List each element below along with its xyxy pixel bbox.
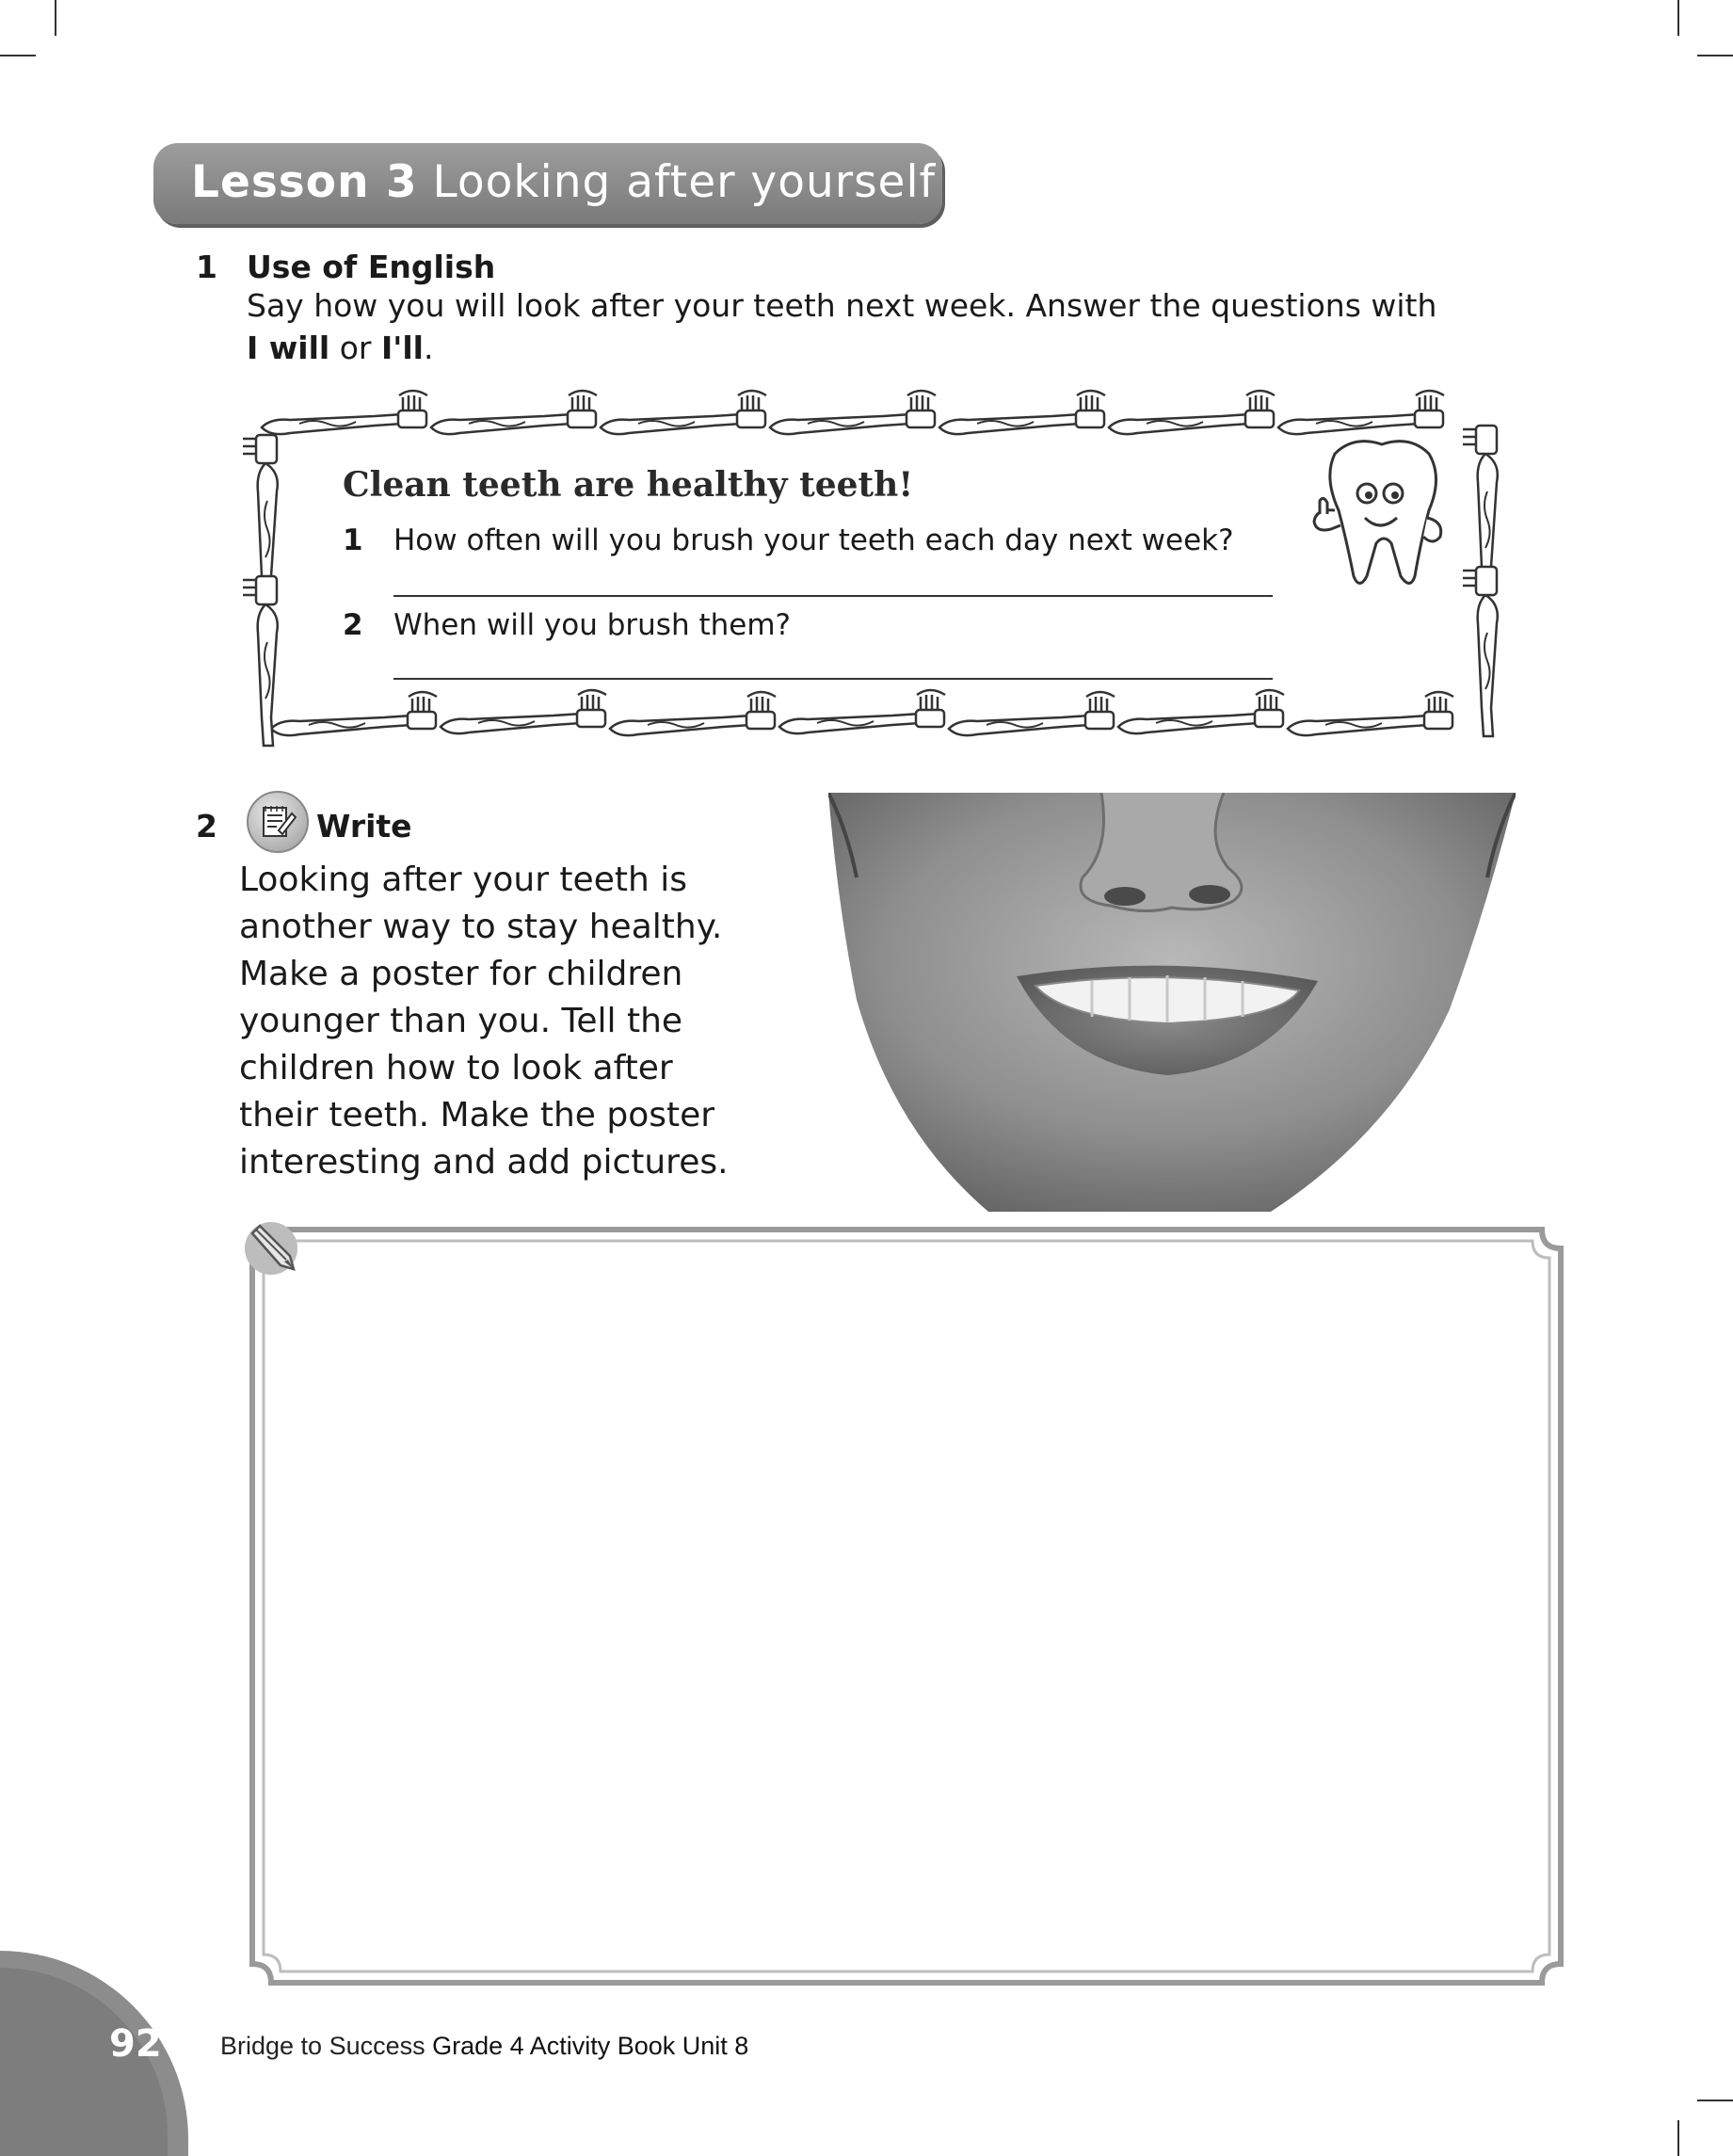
exercise-number: 2	[196, 808, 217, 845]
instruction-line: younger than you. Tell the	[239, 1002, 683, 1040]
crop-mark	[0, 55, 36, 56]
instruction-line: their teeth. Make the poster	[239, 1096, 715, 1134]
question-number: 1	[343, 523, 363, 557]
instruction-line: Make a poster for children	[239, 955, 683, 993]
footer-credit	[220, 2032, 748, 2061]
instruction-end: .	[423, 330, 434, 366]
question-text: How often will you brush your teeth each day next week?	[393, 523, 1234, 557]
instruction-line: interesting and add pictures.	[239, 1143, 729, 1182]
lesson-number: Lesson 3	[191, 156, 418, 208]
smiling-face-photo	[828, 793, 1516, 1212]
exercise-title: Use of English	[247, 249, 496, 285]
lesson-banner	[153, 143, 942, 224]
pencil-icon	[241, 1218, 301, 1279]
answer-line-2[interactable]	[393, 678, 1273, 680]
instruction-line: another way to stay healthy.	[239, 908, 723, 946]
lesson-title: Looking after yourself	[432, 156, 937, 208]
crop-mark	[55, 0, 56, 36]
exercise-title: Write	[316, 808, 412, 845]
toothbrush-frame	[233, 378, 1523, 748]
instruction-line: Looking after your teeth is	[239, 861, 687, 899]
write-icon	[247, 791, 309, 853]
exercise-number: 1	[196, 249, 217, 285]
crop-mark	[1677, 2120, 1679, 2156]
bold-ill: I'll	[380, 330, 424, 366]
question-text: When will you brush them?	[393, 608, 791, 642]
lesson-heading	[191, 156, 936, 208]
bold-i-will: I will	[247, 330, 330, 366]
instruction-line: children how to look after	[239, 1049, 673, 1087]
answer-line-1[interactable]	[393, 595, 1273, 597]
exercise-instruction-line2	[247, 327, 433, 369]
page-number: 92	[109, 2022, 162, 2066]
exercise-instruction: Say how you will look after your teeth next week. Answer the questions with	[247, 287, 1437, 324]
box-title: Clean teeth are healthy teeth!	[343, 465, 914, 505]
crop-mark	[1677, 0, 1679, 36]
tooth-mascot-icon	[1314, 442, 1441, 584]
crop-mark	[1697, 2100, 1733, 2101]
crop-mark	[1697, 55, 1733, 56]
footer-book: Grade 4 Activity Book Unit 8	[432, 2032, 749, 2060]
instruction-or: or	[329, 330, 381, 366]
footer-series: Bridge to Success	[220, 2032, 425, 2060]
poster-writing-box[interactable]	[243, 1220, 1570, 1992]
question-number: 2	[343, 608, 363, 642]
